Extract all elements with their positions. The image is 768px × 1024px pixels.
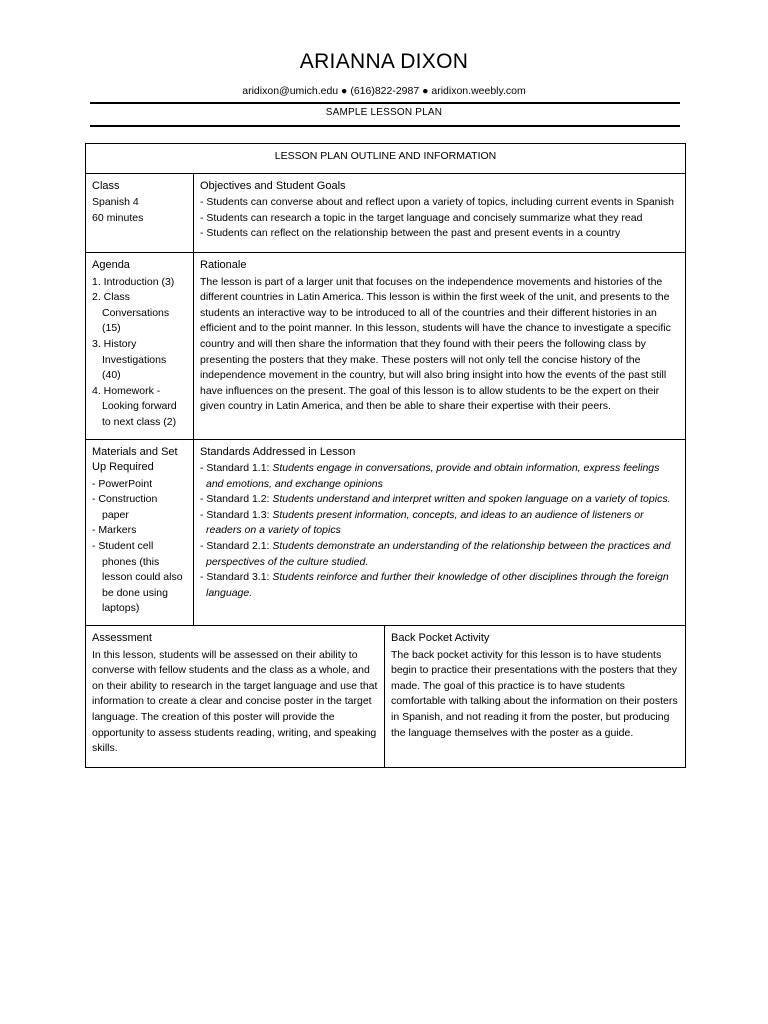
objectives-heading: Objectives and Student Goals xyxy=(200,179,346,192)
agenda-item: 3. History Investigations (40) xyxy=(92,337,167,382)
materials-cell xyxy=(86,439,194,626)
standard-label: - Standard 1.1: xyxy=(200,462,273,475)
outline-title: LESSON PLAN OUTLINE AND INFORMATION xyxy=(86,144,686,174)
contact-line: aridixon@umich.edu ● (616)822-2987 ● aridixon.weebly.com xyxy=(242,85,526,97)
bottom-divider xyxy=(90,125,680,127)
lesson-plan-table xyxy=(85,143,686,768)
rationale-cell xyxy=(194,252,686,439)
standard-item xyxy=(200,492,679,508)
standard-item xyxy=(200,539,679,570)
material-item: - PowerPoint xyxy=(92,477,153,490)
standard-text: Students engage in conversations, provide and obtain information, express feelings and emotions, and exchange opinions xyxy=(206,462,660,490)
author-name: ARIANNA DIXON xyxy=(299,50,469,73)
class-objectives-row xyxy=(86,173,686,252)
back-pocket-text: The back pocket activity for this lesson is to have students begin to practice their presentations with the posters that they made. The goal of this practice is to have students comfortable with talking about the information on their posters in Spanish, and not reading it from the poster, but producing the language themselves with the poster as a guide. xyxy=(391,648,678,739)
agenda-item: 1. Introduction (3) xyxy=(92,275,175,288)
agenda-cell xyxy=(86,252,194,439)
materials-standards-row xyxy=(86,439,686,626)
rationale-heading: Rationale xyxy=(200,258,247,271)
standard-label: - Standard 1.2: xyxy=(200,493,273,506)
bottom-split-table xyxy=(86,626,685,767)
materials-heading: Materials and Set Up Required xyxy=(92,445,178,474)
material-item: - Markers xyxy=(92,524,137,537)
agenda-item: 4. Homework - Looking forward to next class (2) xyxy=(92,384,177,428)
standards-cell xyxy=(194,439,686,626)
class-line: Spanish 4 xyxy=(92,196,139,209)
agenda-rationale-row xyxy=(86,252,686,439)
objective-item: - Students can reflect on the relationship between the past and present events in a country xyxy=(200,227,621,240)
standard-text: Students present information, concepts, and ideas to an audience of listeners or readers on a variety of topics xyxy=(206,508,644,537)
standard-text: Students understand and interpret written and spoken language on a variety of topics. xyxy=(272,493,671,506)
top-divider xyxy=(90,102,680,104)
assessment-heading: Assessment xyxy=(92,632,152,645)
outline-title-row xyxy=(86,144,686,174)
objective-item: - Students can research a topic in the target language and concisely summarize what they read xyxy=(200,211,643,224)
standard-text: Students reinforce and further their knowledge of other disciplines through the foreign language. xyxy=(206,571,669,599)
class-heading: Class xyxy=(92,179,120,192)
standards-heading: Standards Addressed in Lesson xyxy=(200,445,356,458)
back-pocket-cell xyxy=(385,626,686,767)
document-subtitle: SAMPLE LESSON PLAN xyxy=(325,107,443,118)
assessment-backpocket-row xyxy=(86,626,686,768)
standard-text: Students demonstrate an understanding of the relationship between the practices and perspectives of the culture studied. xyxy=(206,540,671,568)
material-item: - Construction paper xyxy=(92,493,158,521)
agenda-heading: Agenda xyxy=(92,258,130,271)
standard-label: - Standard 1.3: xyxy=(200,508,273,521)
assessment-text: In this lesson, students will be assessed on their ability to converse with fellow students and the class as a whole, and on their ability to research in the target language and use that information to create a clear and concise poster in the target language. The creation of this poster will provide the opportunity to assess students reading, writing, and speaking skills. xyxy=(92,648,378,755)
assessment-cell xyxy=(86,626,385,767)
standard-item xyxy=(200,461,679,492)
rationale-text: The lesson is part of a larger unit that focuses on the independence movements and histories of the different countries in Latin America. This lesson is within the first week of the unit, and presents to the students an interactive way to be introduced to all of the countries and their different histories in an efficient and to the point manner. In this lesson, students will have the chance to investigate a specific country and will then share the information that they found with their peers the following class by presenting the posters that they make. These posters will not only tell the concise history of the independence movement in the country, but will also bring insight into how the events of the past still have influences on the present. The goal of this lesson is to allow students to be the expert on their given country in Latin America, and then be able to share their expertise with their peers. xyxy=(200,275,671,413)
standard-label: - Standard 3.1: xyxy=(200,571,273,584)
standard-item xyxy=(200,570,679,601)
class-line: 60 minutes xyxy=(92,211,144,224)
objectives-cell xyxy=(194,173,686,252)
bottom-row-wrapper xyxy=(86,626,686,768)
back-pocket-heading: Back Pocket Activity xyxy=(391,632,490,645)
agenda-item: 2. Class Conversations (15) xyxy=(92,291,170,335)
material-item: - Student cell phones (this lesson could also be done using laptops) xyxy=(92,540,183,615)
standard-item xyxy=(200,508,679,539)
objective-item: - Students can converse about and reflect upon a variety of topics, including current events in Spanish xyxy=(200,196,674,209)
class-cell xyxy=(86,173,194,252)
standard-label: - Standard 2.1: xyxy=(200,540,273,553)
